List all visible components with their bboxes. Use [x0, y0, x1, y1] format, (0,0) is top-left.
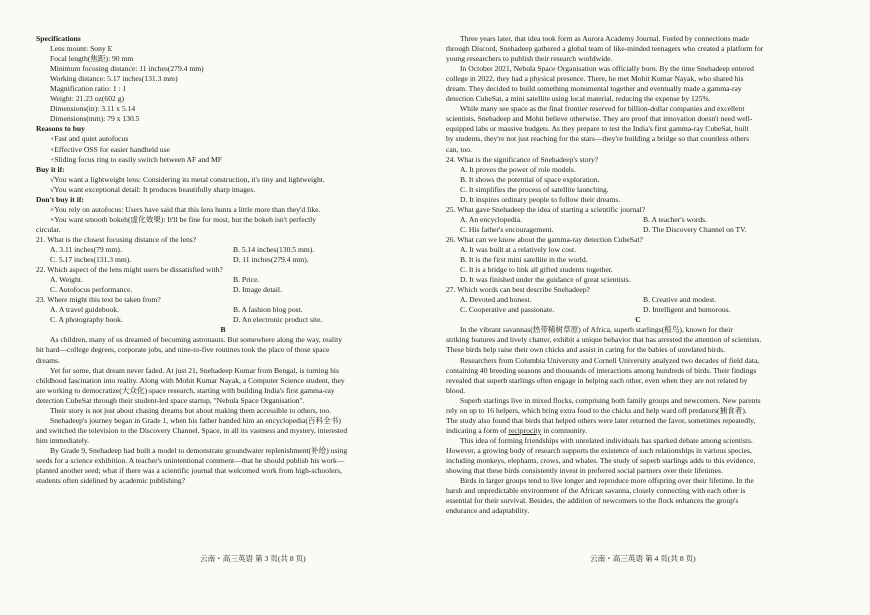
- dontbuy-heading: Don't buy it if:: [36, 194, 84, 204]
- passage-line: striking features and lively chatter, exhibit a unique behavior that has arrested the attention of scientists.: [446, 335, 762, 345]
- option-d: D. It inspires ordinary people to follow their dreams.: [460, 194, 621, 204]
- option-a: A. An encyclopedia.: [460, 214, 522, 224]
- option-a: A. It was built at a relatively low cost.: [460, 244, 576, 254]
- options-row: [446, 215, 830, 225]
- option-d: D. Image detail.: [233, 285, 282, 295]
- passage-line: childhood fascination into reality. Along with Mohit Kumar Nayak, a Computer Science student, they: [36, 375, 345, 385]
- passage-line: Researchers from Columbia University and Cornell University analyzed two decades of field data,: [460, 355, 760, 365]
- passage-line: As children, many of us dreamed of becoming astronauts. But somewhere along the way, reality: [50, 335, 342, 345]
- passage-line: detection CubeSat, a mini satellite using local material, reducing the expense by 125%.: [446, 94, 711, 104]
- left-column: [36, 34, 410, 486]
- option-a: A. Devoted and honest.: [460, 295, 532, 305]
- buy-heading: Buy it if:: [36, 164, 65, 174]
- dontbuy-line: circular.: [36, 224, 61, 234]
- passage-line: rely on up to 16 helpers, which bring extra food to the chicks and help ward off predators(捕食者).: [446, 405, 747, 415]
- option-c: C. It simplifies the process of satellite launching.: [460, 184, 609, 194]
- passage-line: scientists, Snehadeep and Mohit believe otherwise. They are proof that innovation doesn't need well-: [446, 114, 753, 124]
- reason-line: +Effective OSS for easier handheld use: [50, 144, 170, 154]
- spec-line: Working distance: 5.17 inches(131.3 mm): [50, 74, 178, 84]
- options-row: [446, 225, 830, 235]
- passage-line: planted another seed; what if there was a scientific journal that welcomed work from high-schoolers,: [36, 466, 342, 476]
- options-row: [36, 275, 410, 285]
- passage-fragment: indicating a form of: [446, 425, 509, 435]
- question-22: 22. Which aspect of the lens might users be dissatisfied with?: [36, 265, 223, 275]
- passage-line: [446, 426, 830, 436]
- question-25: 25. What gave Snehadeep the idea of starting a scientific journal?: [446, 204, 646, 214]
- passage-line: Their story is not just about chasing dreams but about making them accessible to others, too.: [50, 405, 332, 415]
- options-row: [36, 245, 410, 255]
- passage-line: college in 2022, they had a physical presence. There, he met Mohit Kumar Nayak, who shared his: [446, 74, 744, 84]
- passage-line: In the vibrant savannas(热带稀树草原) of Africa, superb starlings(椋鸟), known for their: [460, 325, 733, 335]
- passage-line: including monkeys, elephants, crows, and whales. The study of superb starlings adds to this evidence,: [446, 455, 756, 465]
- options-row: [446, 295, 830, 305]
- spec-line: Dimensions(mm): 79 x 130.5: [50, 114, 140, 124]
- passage-line: This idea of forming friendships with unrelated individuals has sparked debate among scientists.: [460, 435, 753, 445]
- option-c: C. A photography book.: [50, 315, 123, 325]
- question-23: 23. Where might this text be taken from?: [36, 295, 161, 305]
- passage-line: The study also found that birds that helped others were later returned the favor, sometimes repeatedly,: [446, 415, 756, 425]
- option-a: A. 3.11 inches(79 mm).: [50, 244, 122, 254]
- option-d: D. 11 inches(279.4 mm).: [233, 255, 309, 265]
- spec-line: Weight: 21.23 oz(602 g): [50, 94, 125, 104]
- option-b: B. It shows the potential of space exploration.: [460, 174, 600, 184]
- passage-line: young researchers to publish their research worldwide.: [446, 54, 613, 64]
- passage-line: him immediately.: [36, 435, 90, 445]
- underlined-word: reciprocity: [508, 425, 542, 435]
- passage-line: students often sidelined by academic publishing?: [36, 476, 186, 486]
- option-a: A. It proves the power of role models.: [460, 164, 576, 174]
- passage-line: essential for their survival. Besides, the addition of newcomers to the flock enhances the group's: [446, 496, 739, 506]
- passage-line: detection CubeSat through their student-led space startup, "Nebula Space Organisation".: [36, 395, 305, 405]
- reason-line: +Sliding focus ring to easily switch between AF and MF: [50, 154, 222, 164]
- page-footer-right: 云南・高三英语 第 4 页(共 8 页): [590, 554, 696, 563]
- option-a: A. A travel guidebook.: [50, 305, 119, 315]
- passage-line: through Discord, Snehadeep gathered a global team of like-minded teenagers who created a platform for: [446, 44, 764, 54]
- question-24: 24. What is the significance of Snehadeep's story?: [446, 154, 599, 164]
- options-row: [36, 305, 410, 315]
- passage-line: Yet for some, that dream never faded. At just 21, Snehadeep Kumar from Bengal, is turning his: [50, 365, 339, 375]
- question-26: 26. What can we know about the gamma-ray detection CubeSat?: [446, 234, 643, 244]
- passage-line: showing that these birds consistently invest in preferred social partners over their lifetimes.: [446, 466, 723, 476]
- option-d: D. An electronic product site.: [233, 315, 323, 325]
- passage-line: containing 40 breeding seasons and thousands of interactions among hundreds of birds. Their findings: [446, 365, 757, 375]
- passage-line: can, too.: [446, 144, 472, 154]
- passage-line: hit hard—college degrees, corporate jobs, and nine-to-five routines took the place of those space: [36, 345, 330, 355]
- spec-line: Lens mount: Sony E: [50, 44, 113, 54]
- options-row: [446, 305, 830, 315]
- passage-line: In October 2021, Nebula Space Organisation was officially born. By the time Snehadeep entered: [460, 64, 754, 74]
- passage-line: Three years later, that idea took form as Aurora Academy Journal. Fueled by connections made: [460, 34, 750, 43]
- section-c-heading: C: [635, 315, 641, 325]
- passage-line: dreams.: [36, 355, 60, 365]
- option-b: B. Price.: [233, 275, 260, 285]
- dontbuy-line: ×You want smooth bokeh(虚化效果): It'll be fine for most, but the bokeh isn't perfectly: [50, 214, 317, 224]
- passage-fragment: in community.: [541, 425, 588, 435]
- option-d: D. Intelligent and humorous.: [643, 305, 731, 315]
- passage-line: equipped labs or massive budgets. As they prepare to test the India's first gamma-ray CubeSat, built: [446, 124, 749, 134]
- spec-line: Minimum focusing distance: 11 inches(279.4 mm): [50, 64, 204, 74]
- reasons-heading: Reasons to buy: [36, 124, 85, 134]
- question-21: 21. What is the closest focusing distance of the lens?: [36, 234, 197, 244]
- section-b-heading: B: [220, 325, 226, 335]
- option-b: B. A fashion blog post.: [233, 305, 303, 315]
- passage-line: and switched the television to the Discovery Channel. Space, in all its vastness and mystery, interested: [36, 425, 348, 435]
- option-b: B. 5.14 inches(130.5 mm).: [233, 244, 315, 254]
- option-c: C. Cooperative and passionate.: [460, 305, 555, 315]
- passage-line: While many see space as the final frontier reserved for billion-dollar companies and excellent: [460, 104, 745, 114]
- spec-line: Magnification ratio: 1 : 1: [50, 84, 127, 94]
- reason-line: +Fast and quiet autofocus: [50, 134, 129, 144]
- passage-line: Superb starlings live in mixed flocks, comprising both family groups and newcomers. New parents: [460, 395, 761, 405]
- option-a: A. Weight.: [50, 275, 83, 285]
- option-b: B. Creative and modest.: [643, 295, 717, 305]
- passage-line: revealed that superb starlings often engage in helping each other, even when they are not related by: [446, 375, 748, 385]
- option-c: C. Autofocus performance.: [50, 285, 133, 295]
- spec-line: Dimensions(in): 3.11 x 5.14: [50, 104, 136, 114]
- options-row: [36, 285, 410, 295]
- question-27: 27. Which words can best describe Snehadeep?: [446, 285, 590, 295]
- passage-line: by students, they're not just reaching for the stars—they're building a bridge so that countless others: [446, 134, 750, 144]
- option-d: D. It was finished under the guidance of great scientists.: [460, 275, 631, 285]
- specs-heading: Specifications: [36, 34, 81, 43]
- spec-line: Focal length(焦距): 90 mm: [50, 54, 134, 64]
- passage-line: blood.: [446, 385, 466, 395]
- option-c: C. It is a bridge to link all gifted students together.: [460, 265, 613, 275]
- right-column: [446, 34, 830, 516]
- option-b: B. It is the first mini satellite in the world.: [460, 255, 588, 265]
- buy-line: √You want exceptional detail: It produces beautifully sharp images.: [50, 184, 256, 194]
- page-footer-left: 云南・高三英语 第 3 页(共 8 页): [200, 554, 306, 563]
- buy-line: √You want a lightweight lens: Considering its metal construction, it's tiny and lightweight.: [50, 174, 325, 184]
- passage-line: However, a growing body of research supports the existence of such relationships in various species,: [446, 445, 752, 455]
- option-c: C. 5.17 inches(131.3 mm).: [50, 255, 132, 265]
- passage-line: endurance and adaptability.: [446, 506, 530, 516]
- passage-line: These birds help raise their own chicks and assist in caring for the babies of unrelated birds.: [446, 345, 725, 355]
- passage-line: By Grade 9, Snehadeep had built a model to demonstrate groundwater replenishment(补给) using: [50, 445, 348, 455]
- options-row: [36, 315, 410, 325]
- option-b: B. A teacher's words.: [643, 214, 708, 224]
- passage-line: Birds in larger groups tend to live longer and reproduce more offspring over their lifetime. In the: [460, 476, 754, 486]
- option-d: D. The Discovery Channel on TV.: [643, 224, 747, 234]
- option-c: C. His father's encouragement.: [460, 224, 554, 234]
- passage-line: Snehadeep's journey began in Grade 1, when his father handed him an encyclopedia(百科全书): [50, 415, 341, 425]
- options-row: [36, 255, 410, 265]
- passage-line: seeds for a science exhibition. A teacher's unintentional comment—that he should publish his work—: [36, 455, 345, 465]
- dontbuy-line: ×You rely on autofocus: Users have said that this lens hunts a little more than they'd like.: [50, 204, 321, 214]
- passage-line: are working to democratize(大众化) space research, starting with building India's first gamma-ray: [36, 385, 335, 395]
- passage-line: dream. They decided to build something monumental together and eventually made a gamma-ray: [446, 84, 742, 94]
- passage-line: harsh and unpredictable environment of the African savanna, closely connecting with each other is: [446, 486, 746, 496]
